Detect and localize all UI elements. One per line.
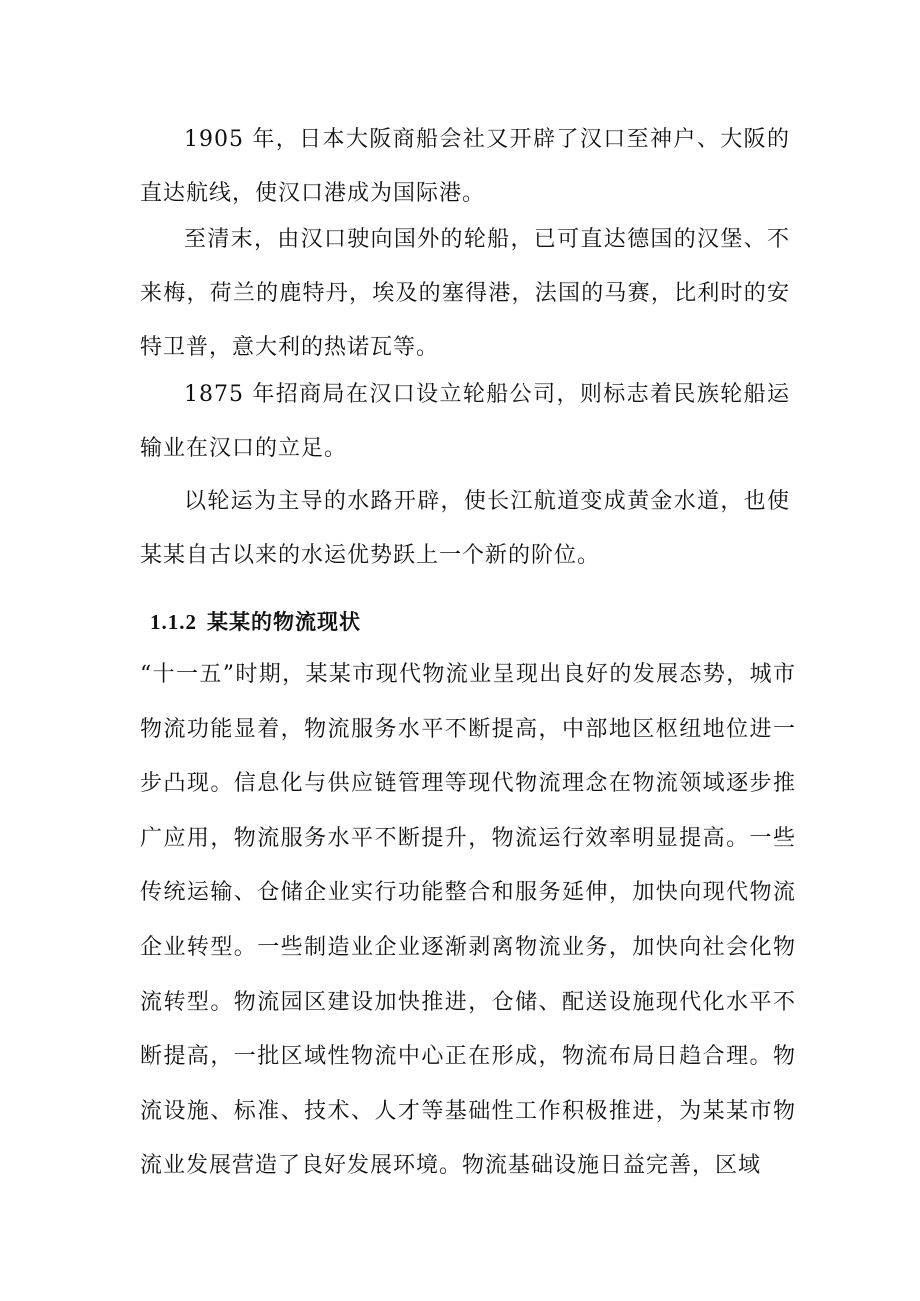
- paragraph-logistics-status: “十一五”时期，某某市现代物流业呈现出良好的发展态势，城市物流功能显着，物流服务水平不断提高，中部地区枢纽地位进一步凸现。信息化与供应链管理等现代物流理念在物流领域逐步推广应用，物流服务水平不断提升，物流运行效率明显提高。一些传统运输、仓储企业实行功能整合和服务延伸，加快向现代物流企业转型。一些制造业企业逐渐剥离物流业务，加快向社会化物流转型。物流园区建设加快推进，仓储、配送设施现代化水平不断提高，一批区域性物流中心正在形成，物流布局日趋合理。物流设施、标准、技术、人才等基础性工作积极推进，为某某市物流业发展营造了良好发展环境。物流基础设施日益完善，区域: [140, 662, 796, 1179]
- paragraph-1905-shipping-route: 1905 年，日本大阪商船会社又开辟了汉口至神户、大阪的直达航线，使汉口港成为国际港。: [140, 127, 790, 206]
- paragraph-qing-dynasty-routes: 至清末，由汉口驶向国外的轮船，已可直达德国的汉堡、不来梅，荷兰的鹿特丹，埃及的塞得港，法国的马赛，比利时的安特卫普，意大利的热诺瓦等。: [140, 227, 790, 360]
- section-number: 1.1.2: [150, 610, 197, 634]
- section-title: 某某的物流现状: [207, 609, 361, 634]
- section-heading: [150, 602, 361, 642]
- paragraph-1875-steamship-company: 1875 年招商局在汉口设立轮船公司，则标志着民族轮船运输业在汉口的立足。: [140, 382, 790, 461]
- paragraph-golden-waterway: 以轮运为主导的水路开辟，使长江航道变成黄金水道，也使某某自古以来的水运优势跃上一个新的阶位。: [140, 489, 790, 568]
